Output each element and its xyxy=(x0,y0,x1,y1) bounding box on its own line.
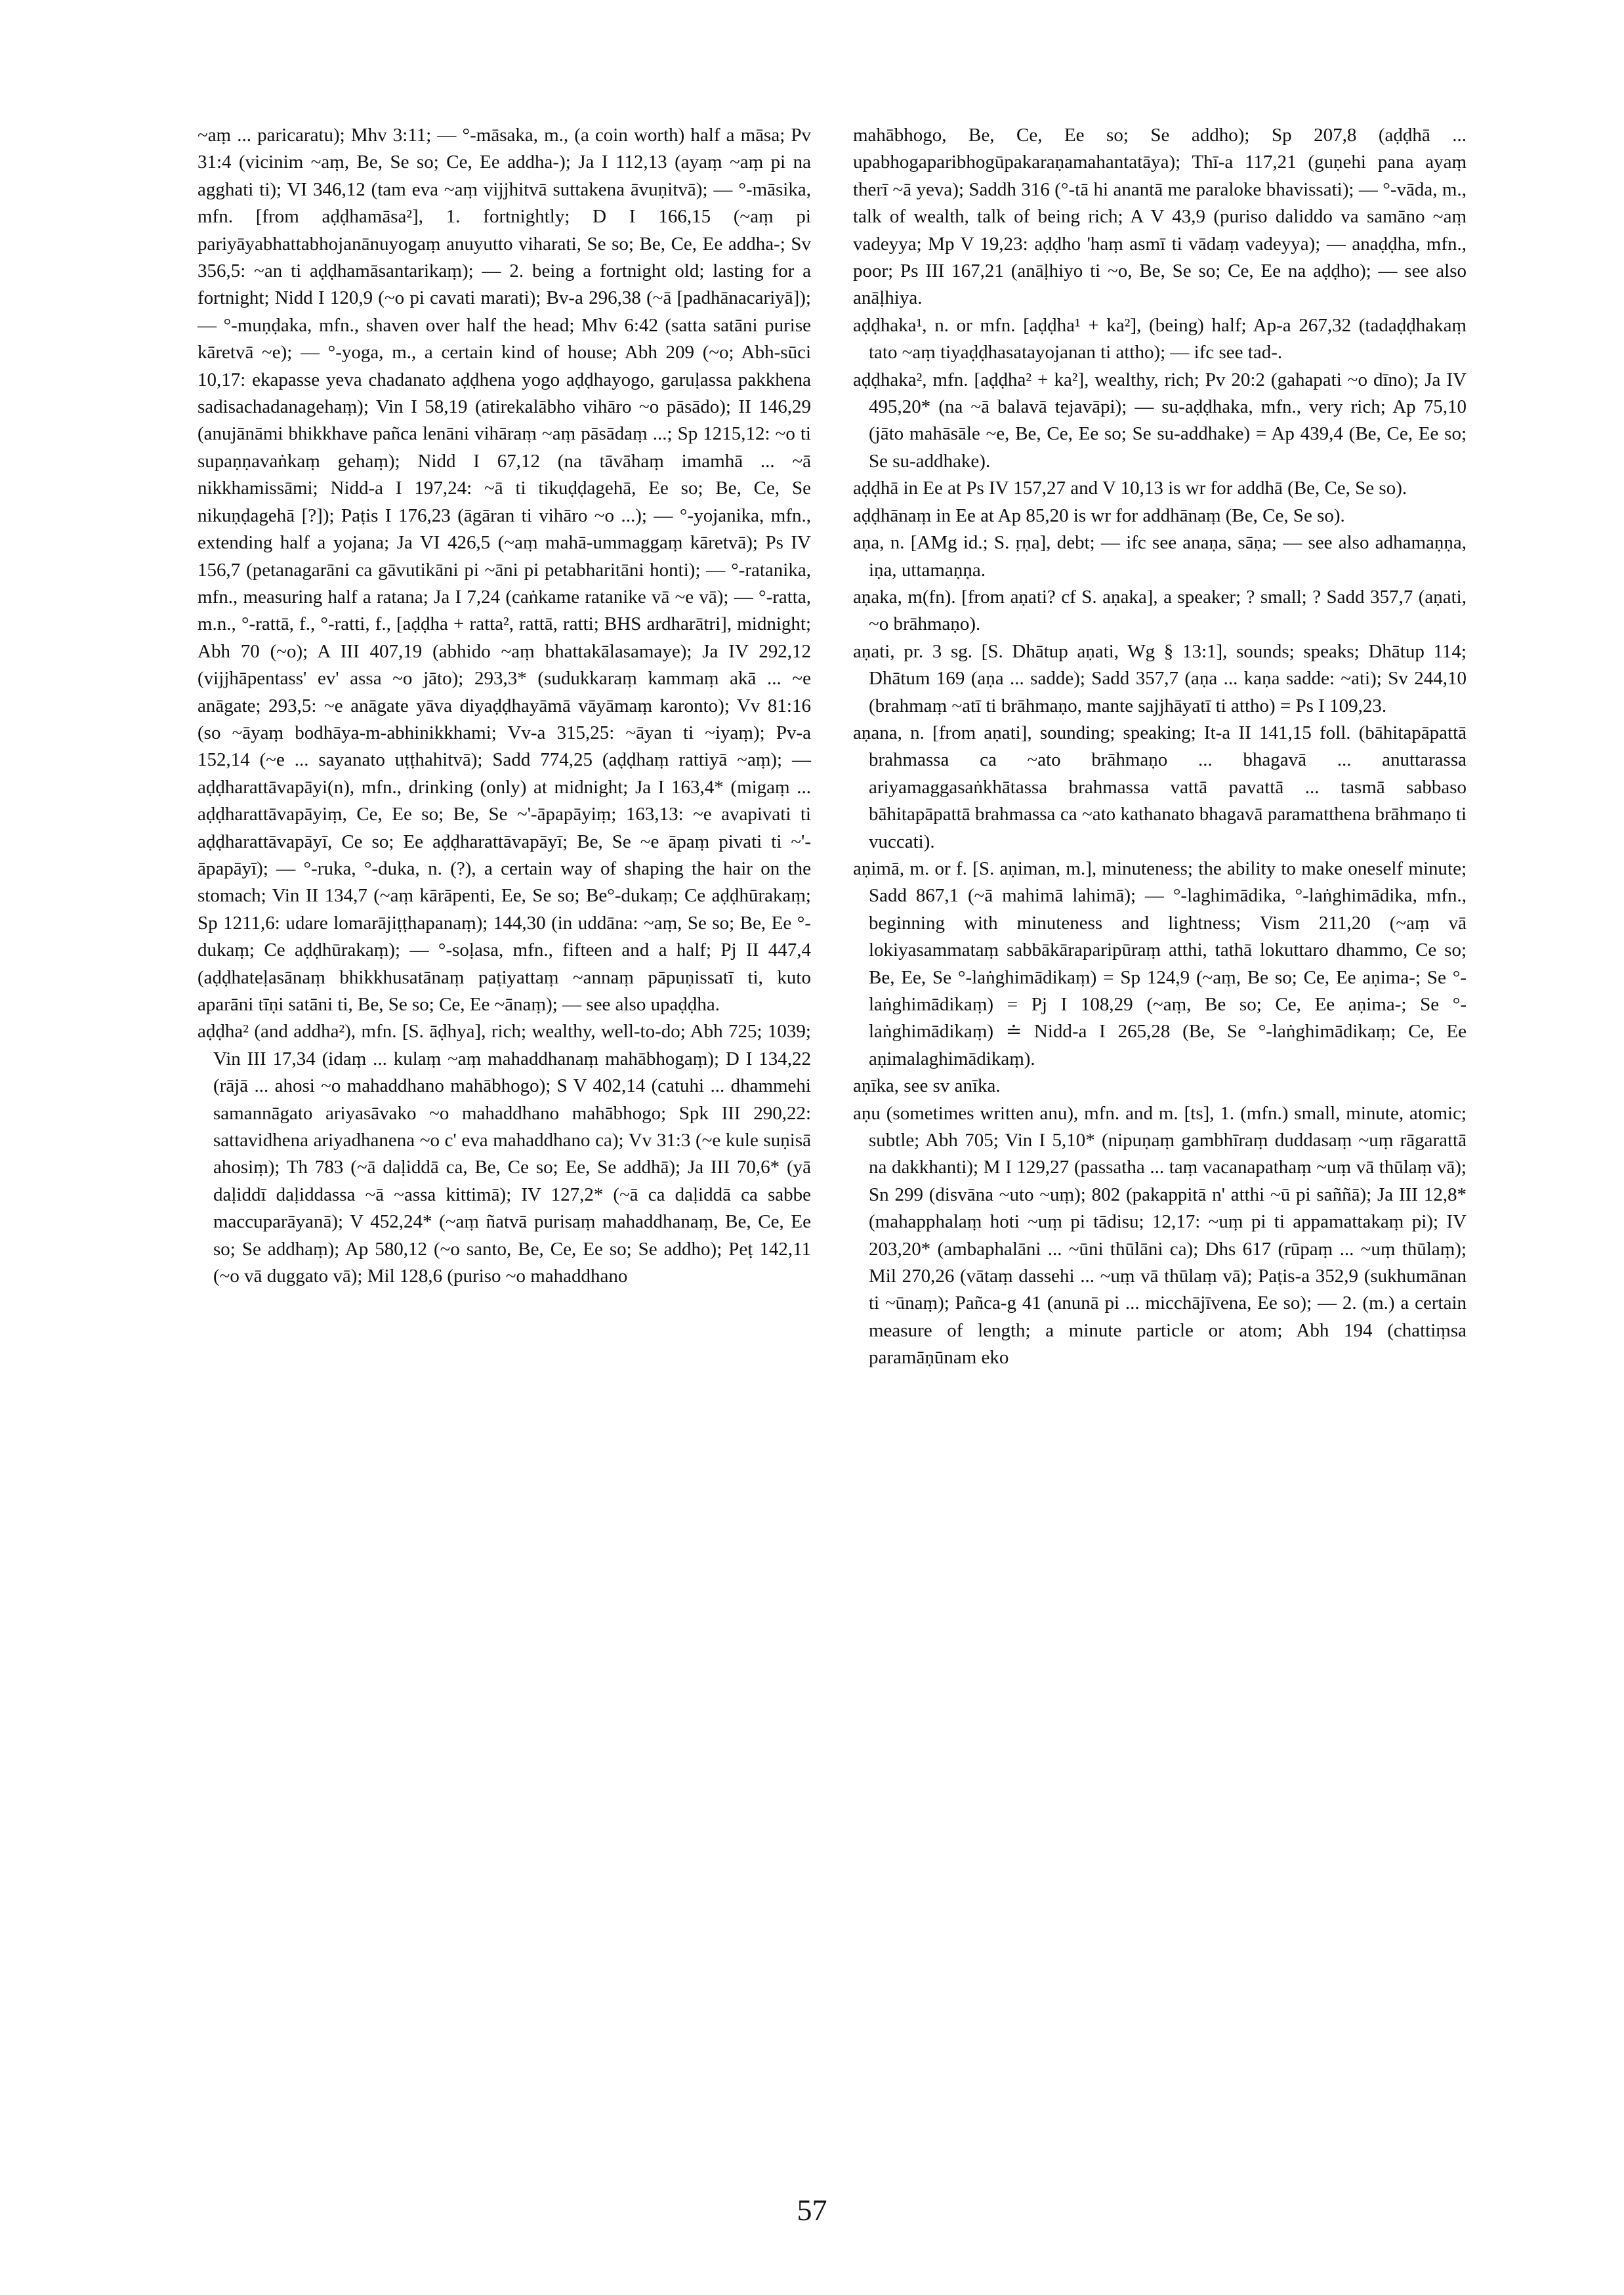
dictionary-entry: aṇu (sometimes written anu), mfn. and m. [ts], 1. (mfn.) small, minute, atomic; subtle; Abh 705; Vin I 5,10* (nipuṇaṃ gambhīraṃ duddasaṃ ~uṃ rāgarattā na dakkhanti); M I 129,27 (passatha ... taṃ vacanapathaṃ ~uṃ vā thūlaṃ vā); Sn 299 (disvāna ~uto ~uṃ); 802 (pakappitā n' atthi ~ū pi saññā); Ja III 12,8* (mahapphalaṃ hoti ~uṃ pi tādisu; 12,17: ~uṃ pi ti appamattakaṃ pi); IV 203,20* (ambaphalāni ... ~ūni thūlāni ca); Dhs 617 (rūpaṃ ... ~uṃ thūlaṃ); Mil 270,26 (vātaṃ dassehi ... ~uṃ vā thūlaṃ vā); Paṭis-a 352,9 (sukhumānan ti ~ūnaṃ); Pañca-g 41 (anunā pi ... micchājīvena, Ee so); — 2. (m.) a certain measure of length; a minute particle or atom; Abh 194 (chattiṃsa paramāṇūnam eko xyxy=(853,1102,1467,1369)
dictionary-entry: aṇati, pr. 3 sg. [S. Dhātup aṇati, Wg § 13:1], sounds; speaks; Dhātup 114; Dhātum 169 (aṇa ... sadde); Sadd 357,7 (aṇa ... kaṇa sadde: ~ati); Sv 244,10 (brahmaṃ ~atī ti brāhmaṇo, mante sajjhāyatī ti attho) = Ps I 109,23. xyxy=(853,640,1467,716)
dictionary-entry: aṇimā, m. or f. [S. aṇiman, m.], minuteness; the ability to make oneself minute; Sadd 867,1 (~ā mahimā lahimā); — °-laghimādika, °-laṅghimādika, mfn., beginning with minuteness and lightness; Vism 211,20 (~aṃ vā lokiyasammataṃ sabbākāraparipūraṃ atthi, tathā lokuttaro dhammo, Ce so; Be, Ee, Se °-laṅghimādikaṃ) = Sp 124,9 (~aṃ, Be so; Ce, Ee aṇima-; Se °-laṅghimādikaṃ) = Pj I 108,29 (~aṃ, Be so; Ce, Ee aṇima-; Se °-laṅghimādikaṃ) ≐ Nidd-a I 265,28 (Be, Se °-laṅghimādikaṃ; Ce, Ee aṇimalaghimādikaṃ). xyxy=(853,858,1467,1069)
dictionary-entry: aḍḍhaka², mfn. [aḍḍha² + ka²], wealthy, rich; Pv 20:2 (gahapati ~o dīno); Ja IV 495,20* (na ~ā balavā tejavāpi); — su-aḍḍhaka, mfn., very rich; Ap 75,10 (jāto mahāsāle ~e, Be, Ce, Ee so; Se su-addhake) = Ap 439,4 (Be, Ce, Ee so; Se su-addhake). xyxy=(853,369,1467,472)
dictionary-entry: aḍḍha² (and addha²), mfn. [S. āḍhya], rich; wealthy, well-to-do; Abh 725; 1039; Vin III 17,34 (idaṃ ... kulaṃ ~aṃ mahaddhanaṃ mahābhogaṃ); D I 134,22 (rājā ... ahosi ~o mahaddhano mahābhogo); S V 402,14 (catuhi ... dhammehi samannāgato ariyasāvako ~o mahaddhano mahābhogo; Spk III 290,22: sattavidhena ariyadhanena ~o c' eva mahaddhano ca); Vv 31:3 (~e kule suṇisā ahosiṃ); Th 783 (~ā daḷiddā ca, Be, Ce so; Ee, Se addhā); Ja III 70,6* (yā daḷiddī daḷiddassa ~ā ~assa kittimā); IV 127,2* (~ā ca daḷiddā ca sabbe maccuparāyanā); V 452,24* (~aṃ ñatvā purisaṃ mahaddhanaṃ, Be, Ce, Ee so; Se addhaṃ); Ap 580,12 (~o santo, Be, Ce, Ee so; Se addho); Peṭ 142,11 (~o vā duggato vā); Mil 128,6 (puriso ~o mahaddhano xyxy=(198,1021,811,1287)
page-number: 57 xyxy=(797,2193,827,2227)
entry-continuation: ~aṃ ... paricaratu); Mhv 3:11; — °-māsaka, m., (a coin worth) half a māsa; Pv 31:4 (vicinim ~aṃ, Be, Se so; Ce, Ee addha-); Ja I 112,13 (ayaṃ ~aṃ pi na agghati ti); VI 346,12 (tam eva ~aṃ vijjhitvā suttakena āvuṇitvā); — °-māsika, mfn. [from aḍḍhamāsa²], 1. fortnightly; D I 166,15 (~aṃ pi pariyāyabhattabhojanānuyogaṃ anuyutto viharati, Se so; Be, Ce, Ee addha-; Sv 356,5: ~an ti aḍḍhamāsantarikaṃ); — 2. being a fortnight old; lasting for a fortnight; Nidd I 120,9 (~o pi cavati marati); Bv-a 296,38 (~ā [padhānacariyā]); — °-muṇḍaka, mfn., shaven over half the head; Mhv 6:42 (satta satāni purise kāretvā ~e); — °-yoga, m., a certain kind of house; Abh 209 (~o; Abh-sūci 10,17: ekapasse yeva chadanato aḍḍhena yogo aḍḍhayogo, garuḷassa pakkhena sadisachadanagehaṃ); Vin I 58,19 (atirekalābho vihāro ~o pāsādo); II 146,29 (anujānāmi bhikkhave pañca lenāni vihāraṃ ~aṃ pāsādaṃ ...; Sp 1215,12: ~o ti supaṇṇavaṅkaṃ gehaṃ); Nidd I 67,12 (na tāvāhaṃ imamhā ... ~ā nikkhamissāmi; Nidd-a I 197,24: ~ā ti tikuḍḍagehā, Ee so; Be, Ce, Se nikuṇḍagehā [?]); Paṭis I 176,23 (āgāran ti vihāro ~o ...); — °-yojanika, mfn., extending half a yojana; Ja VI 426,5 (~aṃ mahā-ummaggaṃ kāretvā); Ps IV 156,7 (petanagarāni ca gāvutikāni pi ~āni pi petabharitāni honti); — °-ratanika, mfn., measuring half a ratana; Ja I 7,24 (caṅkame ratanike vā ~e vā); — °-ratta, m.n., °-rattā, f., °-ratti, f., [aḍḍha + ratta², rattā, ratti; BHS ardharātri], midnight; Abh 70 (~o); A III 407,19 (abhido ~aṃ bhattakālasamaye); Ja IV 292,12 (vijjhāpentass' ev' assa ~o jāto); 293,3* (sudukkaraṃ kammaṃ akā ... ~e anāgate; 293,5: ~e anāgate yāva diyaḍḍhayāmā vāyāmaṃ karonto); Vv 81:16 (so ~āyaṃ bodhāya-m-abhinikkhami; Vv-a 315,25: ~āyan ti ~iyaṃ); Pv-a 152,14 (~e ... sayanato uṭṭhahitvā); Sadd 774,25 (aḍḍhaṃ rattiyā ~aṃ); — aḍḍharattāvapāyi(n), mfn., drinking (only) at midnight; Ja I 163,4* (migaṃ ... aḍḍharattāvapāyiṃ, Ce, Ee so; Be, Se ~'-āpapāyiṃ; 163,13: ~e avapivati ti aḍḍharattāvapāyī, Ce so; Ee aḍḍharattāvapāyī; Be, Se ~e āpaṃ pivati ti ~'-āpapāyī); — °-ruka, °-duka, n. (?), a certain way of shaping the hair on the stomach; Vin II 134,7 (~aṃ kārāpenti, Ee, Se so; Be°-dukaṃ; Ce aḍḍhūrakaṃ; Sp 1211,6: udare lomarājiṭṭhapanaṃ); 144,30 (in uddāna: ~aṃ, Se so; Be, Ee °-dukaṃ; Ce aḍḍhūrakaṃ); — °-soḷasa, mfn., fifteen and a half; Pj II 447,4 (aḍḍhateḷasānaṃ bhikkhusatānaṃ paṭiyattaṃ ~annaṃ pāpuṇissatī ti, kuto aparāni tīṇi satāni ti, Be, Se so; Ce, Ee ~ānaṃ); — see also upaḍḍha. xyxy=(198,125,811,1015)
entry-continuation: mahābhogo, Be, Ce, Ee so; Se addho); Sp 207,8 (aḍḍhā ... upabhogaparibhogūpakaraṇamahantatāya); Thī-a 117,21 (guṇehi pana ayaṃ therī ~ā yeva); Saddh 316 (°-tā hi anantā me paraloke bhavissati); — °-vāda, m., talk of wealth, talk of being rich; A V 43,9 (puriso daliddo va samāno ~aṃ vadeyya; Mp V 19,23: aḍḍho 'haṃ asmī ti vādaṃ vadeyya); — anaḍḍha, mfn., poor; Ps III 167,21 (anāḷhiyo ti ~o, Be, Se so; Ce, Ee na aḍḍho); — see also anāḷhiya. xyxy=(853,125,1467,309)
dictionary-entry: aḍḍhānaṃ in Ee at Ap 85,20 is wr for addhānaṃ (Be, Ce, Se so). xyxy=(853,505,1345,526)
dictionary-entry: aṇīka, see sv anīka. xyxy=(853,1075,1001,1097)
dictionary-entry: aṇaka, m(fn). [from aṇati? cf S. aṇaka], a speaker; ? small; ? Sadd 357,7 (aṇati, ~o brāhmaṇo). xyxy=(853,586,1467,635)
dictionary-entry: aṇa, n. [AMg id.; S. ṛṇa], debt; — ifc see anaṇa, sāṇa; — see also adhamaṇṇa, iṇa, uttamaṇṇa. xyxy=(853,532,1467,581)
right-column xyxy=(853,122,1467,1372)
dictionary-entry: aḍḍhā in Ee at Ps IV 157,27 and V 10,13 is wr for addhā (Be, Ce, Se so). xyxy=(853,478,1407,499)
dictionary-entry: aṇana, n. [from aṇati], sounding; speaking; It-a II 141,15 foll. (bāhitapāpattā brahmassa ca ~ato brāhmaṇo ... bhagavā ... anuttarassa ariyamaggasaṅkhātassa brahmassa vattā pavattā ... tasmā sabbaso bāhitapāpattā brahmassa ca ~ato kathanato bhagavā paramatthena brāhmaṇo ti vuccati). xyxy=(853,722,1467,852)
dictionary-entry: aḍḍhaka¹, n. or mfn. [aḍḍha¹ + ka²], (being) half; Ap-a 267,32 (tadaḍḍhakaṃ tato ~aṃ tiyaḍḍhasatayojanan ti attho); — ifc see tad-. xyxy=(853,314,1467,363)
left-column xyxy=(198,122,811,1290)
